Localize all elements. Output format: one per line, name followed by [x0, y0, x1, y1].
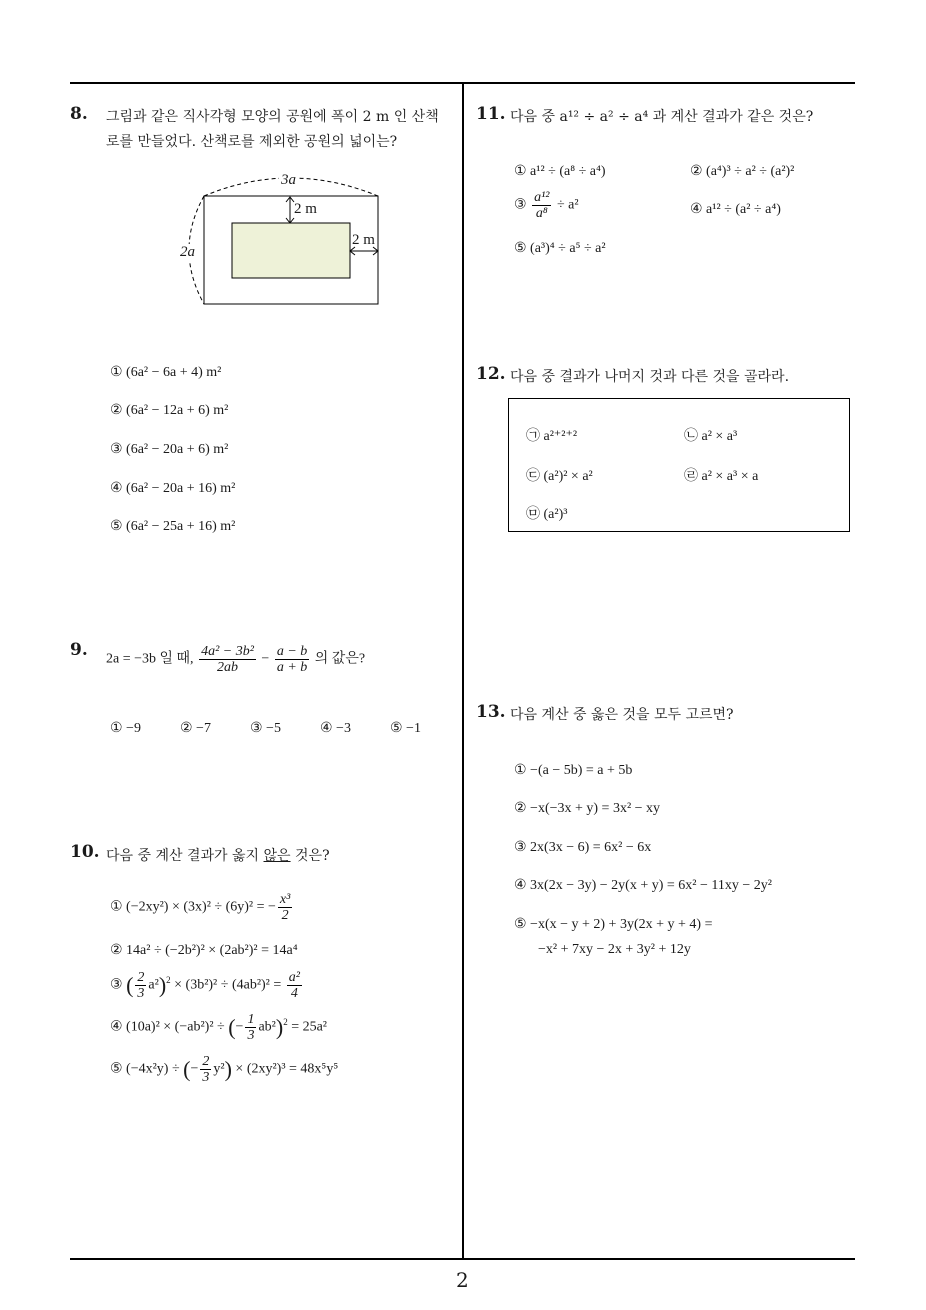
q11-stem: 다음 중 a¹² ÷ a² ÷ a⁴ 과 계산 결과가 같은 것은? [510, 109, 814, 125]
q12-item-1: ㉠ a²⁺²⁺² [526, 429, 578, 444]
q10-option-3: ③ ( $\frac{2}{3}$ a²)$^2$ × (3b²)² ÷ (4ab²)² = $\frac{\text{a²}}{4}$ [110, 970, 300, 1001]
q13-option-2: ② −x(−3x + y) = 3x² − xy [514, 801, 661, 816]
q8-stem-line2: 로를 만들었다. 산책로를 제외한 공원의 넓이는? [106, 134, 398, 150]
q13-option-4: ④ 3x(2x − 3y) − 2y(x + y) = 6x² − 11xy − 2y² [514, 878, 772, 893]
q8-option-2: ② (6a² − 12a + 6) m² [110, 403, 229, 418]
q10-stem-underlined: 않은 [263, 848, 291, 864]
q11-number: 11. [476, 104, 506, 124]
q11-option-3: ③ $\frac{\text{a¹²}}{\text{a⁸}}$ ÷ a² [514, 190, 579, 221]
q12-item-2: ㉡ a² × a³ [684, 429, 738, 444]
q13-number: 13. [476, 702, 506, 722]
q9-fraction-2: $\frac{a - b}{a + b}$ [276, 644, 308, 675]
q11-option-4: ④ a¹² ÷ (a² ÷ a⁴) [690, 202, 781, 217]
q8-label-path-top: 2 m [294, 201, 317, 217]
q9-option-2: ② −7 [180, 721, 211, 736]
q12-stem: 다음 중 결과가 나머지 것과 다른 것을 골라라. [510, 369, 790, 385]
q12-item-5: ㉤ (a²)³ [526, 507, 568, 522]
q9-tail: 의 값은? [314, 651, 366, 667]
q8-option-5: ⑤ (6a² − 25a + 16) m² [110, 519, 236, 534]
q9-option-3: ③ −5 [250, 721, 281, 736]
q9-number: 9. [70, 640, 88, 660]
q8-park-inner-rect [232, 223, 350, 278]
q12-item-4: ㉣ a² × a³ × a [684, 469, 759, 484]
q10-option-5: ⑤ (−4x²y) ÷ (− $\frac{2}{3}$ y²) × (2xy²)³ = 48x⁵y⁵ [110, 1054, 339, 1085]
q9-condition: 2a = −3b 일 때, [106, 651, 194, 667]
q13-option-5: ⑤ −x(x − y + 2) + 3y(2x + y + 4) = [514, 917, 713, 932]
q10-stem: 다음 중 계산 결과가 옳지 않은 것은? [106, 848, 330, 864]
q9-expression: 2a = −3b 일 때, $\frac{\text{4a² − 3b²}}{2ab}$ − $\frac{a - b}{a + b}$ 의 값은? [106, 644, 366, 675]
q10-option-2: ② 14a² ÷ (−2b²)² × (2ab²)² = 14a⁴ [110, 943, 298, 958]
q8-label-2a: 2a [180, 244, 195, 260]
q8-option-1: ① (6a² − 6a + 4) m² [110, 365, 222, 380]
bottom-rule [70, 1258, 855, 1260]
q8-option-4: ④ (6a² − 20a + 16) m² [110, 481, 236, 496]
q9-option-5: ⑤ −1 [390, 721, 421, 736]
q12-number: 12. [476, 364, 506, 384]
q13-stem: 다음 계산 중 옳은 것을 모두 고르면? [510, 707, 734, 723]
q11-option-5: ⑤ (a³)⁴ ÷ a⁵ ÷ a² [514, 241, 606, 256]
q11-option-1: ① a¹² ÷ (a⁸ ÷ a⁴) [514, 164, 606, 179]
q13-option-3: ③ 2x(3x − 6) = 6x² − 6x [514, 840, 652, 855]
q13-option-5-continued: −x² + 7xy − 2x + 3y² + 12y [538, 942, 691, 957]
q9-fraction-1: $\frac{\text{4a² − 3b²}}{2ab}$ [201, 644, 254, 675]
q11-option-2: ② (a⁴)³ ÷ a² ÷ (a²)² [690, 164, 795, 179]
q9-option-1: ① −9 [110, 721, 141, 736]
q8-number: 8. [70, 104, 88, 124]
q8-label-path-right: 2 m [352, 232, 375, 248]
q12-item-3: ㉢ (a²)² × a² [526, 469, 593, 484]
q10-option-4: ④ (10a)² × (−ab²)² ÷ (− $\frac{1}{3}$ ab²)$^2$ = 25a² [110, 1012, 327, 1043]
q8-option-3: ③ (6a² − 20a + 6) m² [110, 442, 229, 457]
column-divider [462, 82, 464, 1259]
q10-option-1: ① (−2xy²) × (3x)² ÷ (6y)² = − $\frac{\text{x³}}{2}$ [110, 892, 291, 923]
q13-option-1: ① −(a − 5b) = a + 5b [514, 763, 633, 778]
q8-stem-line1: 그림과 같은 직사각형 모양의 공원에 폭이 2 m 인 산책 [106, 109, 439, 125]
q8-label-3a: 3a [281, 172, 296, 188]
page-number: 2 [456, 1268, 469, 1292]
q9-option-4: ④ −3 [320, 721, 351, 736]
q10-number: 10. [70, 842, 100, 862]
